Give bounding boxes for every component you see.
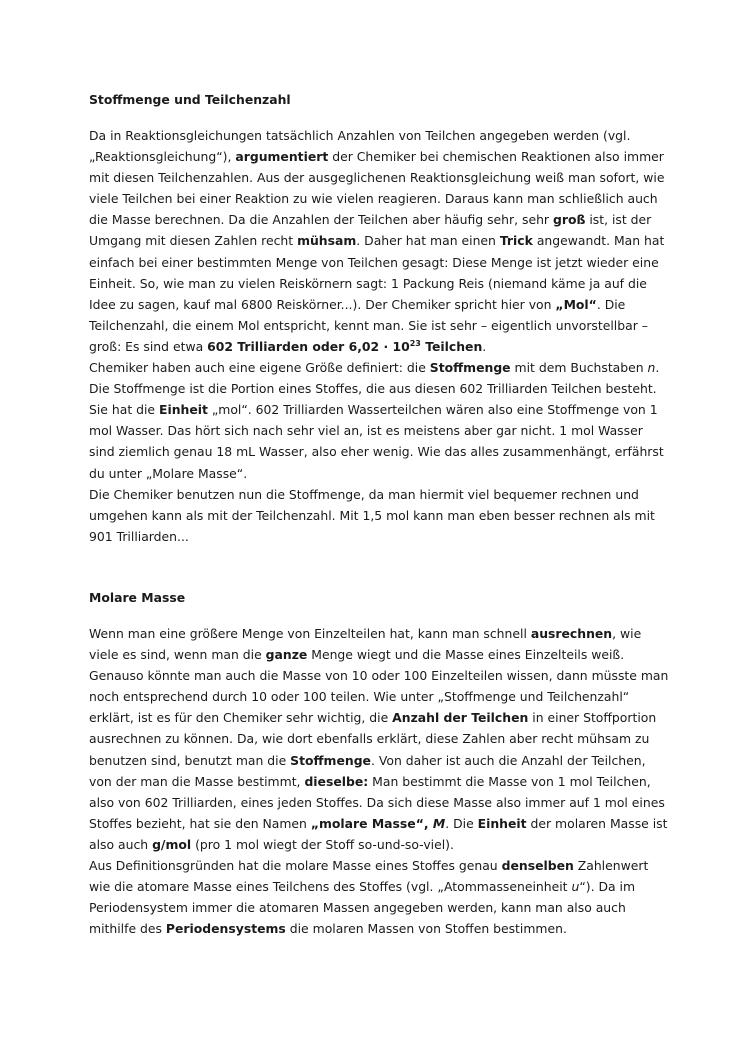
text-run: Zahlenwert wie die atomare Masse eines Teilchens des Stoffes (vgl. „Atommasseneinheit [89,858,649,895]
text-run: (pro 1 mol wiegt der Stoff so-und-so-viel). [191,836,454,852]
section-heading-molare-masse: Molare Masse [89,590,186,605]
section-body-stoffmenge [89,125,669,547]
paragraph [89,484,669,547]
text-run: Periodensystems [165,921,286,937]
text-run: , wie viele es sind, wenn man die [89,626,642,663]
text-run: . Die Teilchenzahl, die einem Mol entspricht, kennt man. Sie ist sehr – eigentlich unvorstellbar – groß: Es sind etwa [89,296,648,354]
text-run: M [432,815,446,831]
text-run: Menge wiegt und die Masse eines Einzelteils weiß. Genauso könnte man auch die Masse von 10 oder 100 Einzelteilen wissen, dann müsste man noch entsprechend durch 10 oder 100 teilen. Wie unter „Stoffmenge und Teilchenzahl“ erklärt, ist es für den Chemiker sehr wichtig, die [89,647,669,726]
text-run: u [571,879,580,895]
text-run: „mol“. 602 Trilliarden Wasserteilchen wären also eine Stoffmenge von 1 mol Wasser. Das hört sich nach sehr viel an, ist es meistens aber gar nicht. 1 mol Wasser sind ziemlich genau 18 mL Wasser, also eher wenig. Wie das alles zusammenhängt, erfährst du unter „Molare Masse“. [89,402,664,481]
text-run: ausrechnen [530,626,613,641]
text-run: dieselbe: [304,773,369,789]
paragraph [89,623,669,855]
text-run: 602 Trilliarden oder 6,02 · 10 [207,338,410,354]
text-run: der molaren Masse ist also auch [89,815,668,852]
text-run: g/mol [152,836,192,852]
text-run: Da in Reaktionsgleichungen tatsächlich Anzahlen von Teilchen angegeben werden (vgl. „Reaktionsgleichung“), [89,128,631,165]
text-run: die molaren Massen von Stoffen bestimmen. [285,921,567,937]
text-run: Chemiker haben auch eine eigene Größe definiert: die [89,360,430,376]
paragraph [89,357,669,484]
text-run: angewandt. Man hat einfach bei einer bestimmten Menge von Teilchen gesagt: Diese Menge ist jetzt wieder eine Einheit. So, wie man zu vielen Reiskörnern sagt: 1 Packung Reis (niemand käme ja auf die Idee zu sagen, kauf mal 6800 Reiskörner...). Der Chemiker spricht hier von [89,233,665,312]
text-run: groß [552,212,586,228]
text-run: in einer Stoffportion ausrechnen zu können. Da, wie dort ebenfalls erklärt, diese Zahlen aber recht mühsam zu benutzen sind, benutzt man die [89,710,657,768]
text-run: Einheit [477,815,527,831]
text-run: Wenn man eine größere Menge von Einzelteilen hat, kann man schnell [89,626,531,641]
text-run: Trick [499,233,533,249]
paragraph [89,125,669,357]
text-run: Einheit [158,402,208,418]
text-run: . Daher hat man einen [356,233,500,249]
text-run: . Die Stoffmenge ist die Portion eines Stoffes, die aus diesen 602 Trilliarden Teilchen besteht. Sie hat die [89,360,660,418]
text-run: ganze [265,647,308,663]
section-body-molare-masse [89,623,669,939]
text-run: Aus Definitionsgründen hat die molare Masse eines Stoffes genau [89,858,502,874]
section-heading-stoffmenge: Stoffmenge und Teilchenzahl [89,92,291,107]
text-run: der Chemiker bei chemischen Reaktionen also immer mit diesen Teilchenzahlen. Aus der ausgeglichenen Reaktionsgleichung weiß man sofort, wie viele Teilchen bei einer Reaktion zu wie vielen reagieren. Daraus kann man schließlich auch die Masse berechnen. Da die Anzahlen der Teilchen aber häufig sehr, sehr [89,149,665,228]
text-run: . Von daher ist auch die Anzahl der Teilchen, von der man die Masse bestimmt, [89,752,646,789]
text-run: 23 [409,338,421,348]
text-run: “). Da im Periodensystem immer die atomaren Massen angegeben werden, kann man also auch mithilfe des [89,879,636,937]
text-run: mit dem Buchstaben [510,360,648,376]
text-run: Stoffmenge [429,360,511,376]
text-run: n [647,360,656,376]
text-run: Teilchen [420,338,483,354]
text-run: denselben [501,858,574,874]
paragraph [89,855,669,939]
text-run: . Die [445,815,478,831]
text-run: „molare Masse“, [310,815,433,831]
text-run: Die Chemiker benutzen nun die Stoffmenge, da man hiermit viel bequemer rechnen und umgehen kann als mit der Teilchenzahl. Mit 1,5 mol kann man eben besser rechnen als mit 901 Trilliarden... [89,486,655,544]
text-run: „Mol“ [555,296,597,312]
text-run: ist, ist der Umgang mit diesen Zahlen recht [89,212,652,249]
text-run: . [482,338,487,354]
text-run: Anzahl der Teilchen [392,710,529,726]
text-run: argumentiert [235,149,329,165]
text-run: Man bestimmt die Masse von 1 mol Teilchen, also von 602 Trilliarden, eines jeden Stoffes. Da sich diese Masse also immer auf 1 mol eines Stoffes bezieht, hat sie den Namen [89,773,665,831]
text-run: Stoffmenge [290,752,371,768]
text-run: mühsam [297,233,357,249]
